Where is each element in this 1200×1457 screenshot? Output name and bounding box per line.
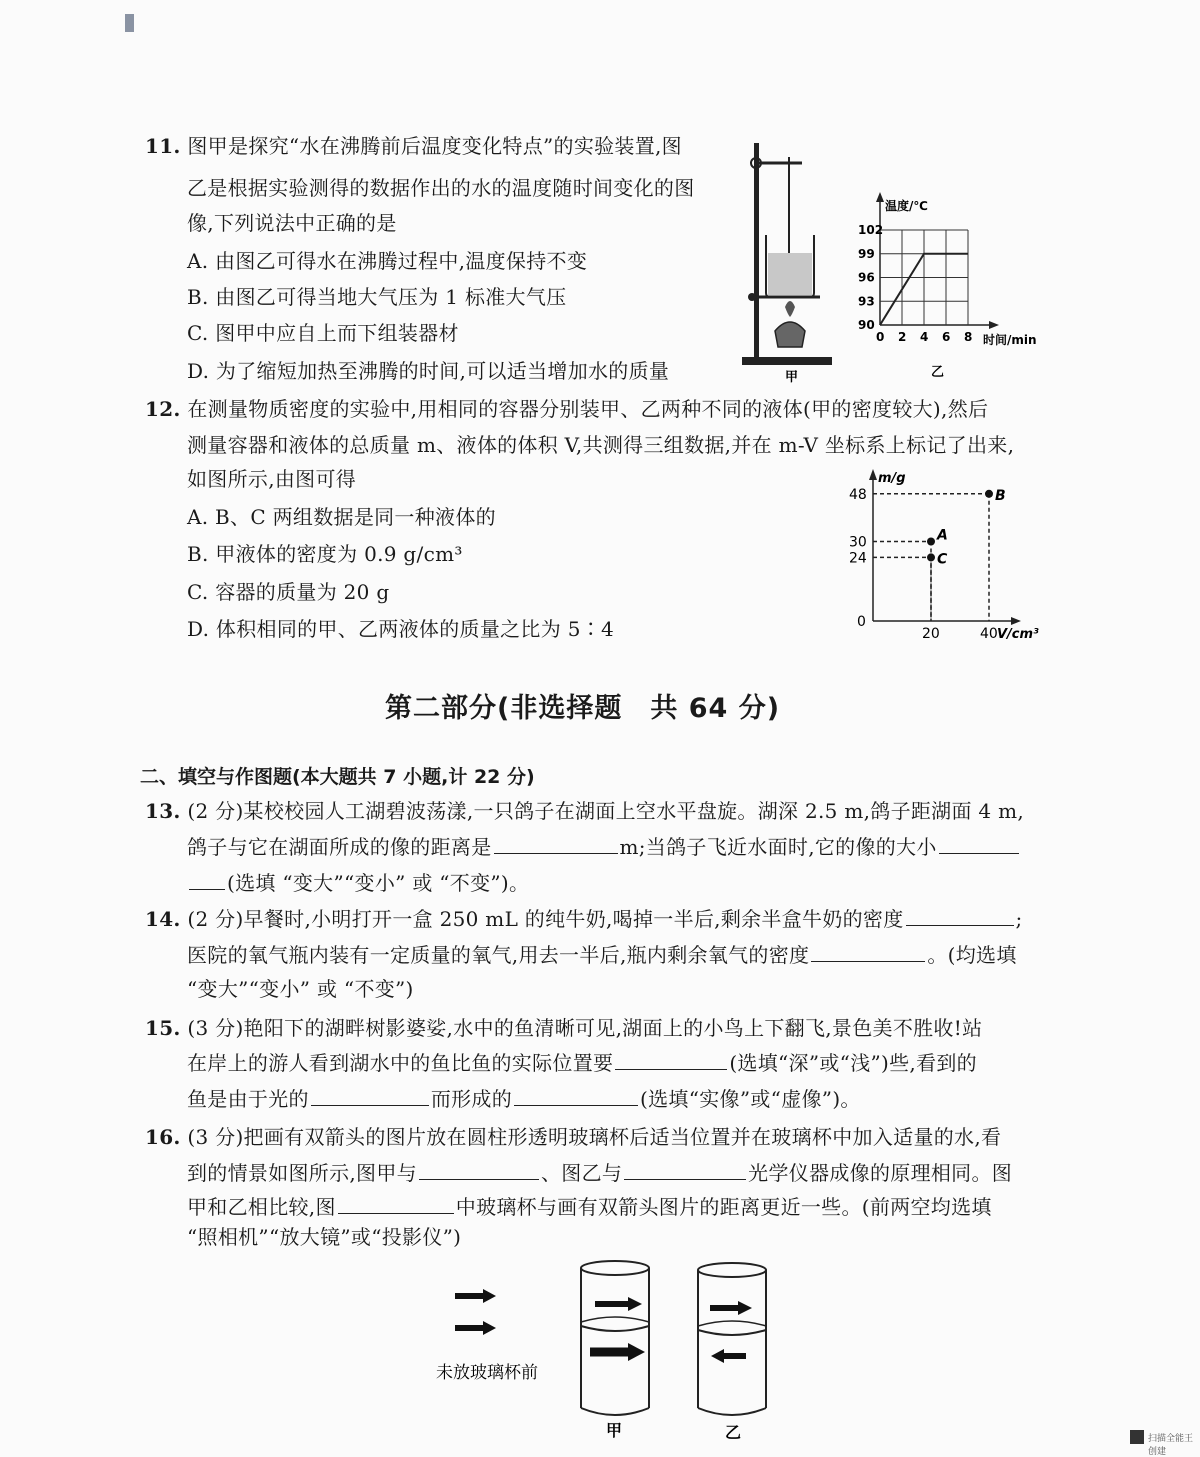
x-tick-label: 40 [980,626,998,642]
q15-blank3[interactable] [514,1087,638,1106]
q11-option-a: A. 由图乙可得水在沸腾过程中,温度保持不变 [187,249,588,273]
y-tick-label: 24 [849,550,867,567]
y-tick-label: 102 [858,223,884,237]
q12-mass-volume-chart [845,466,1055,646]
scanner-stamp: 扫描全能王 创建 [1148,1434,1194,1457]
water-surface [581,1326,649,1331]
q11-stem2: 乙是根据实验测得的数据作出的水的温度随时间变化的图 [187,176,695,200]
x-axis-label: V/cm³ [997,627,1039,642]
q16-text4: “照相机”“放大镜”或“投影仪”) [187,1225,462,1249]
q15-blank2[interactable] [311,1087,429,1106]
q15-text2b: (选填“深”或“浅”)些,看到的 [729,1051,977,1075]
x-tick-label: 0 [876,330,885,344]
q12-number: 12. [145,397,181,421]
flame [785,301,795,317]
q11-option-b: B. 由图乙可得当地大气压为 1 标准大气压 [187,285,567,309]
q14-number: 14. [145,907,181,931]
glass-yi [698,1263,766,1415]
q16-text3a: 甲和乙相比较,图 [187,1195,336,1219]
water-surface-back [581,1317,649,1322]
water [768,253,812,295]
y-axis-label: 温度/℃ [885,199,928,213]
q11-stem1: 图甲是探究“水在沸腾前后温度变化特点”的实验装置,图 [187,134,682,158]
q16-line3 [187,1194,992,1220]
q12-option-c: C. 容器的质量为 20 g [187,580,390,604]
y-tick-label: 48 [849,486,867,503]
q13-line3 [187,870,529,896]
ring-knob [748,293,756,301]
alcohol-lamp [775,322,805,347]
q11-apparatus-figure [730,135,840,385]
stand-rod [754,143,759,359]
q15-line3 [187,1086,861,1112]
q14-text2b: 。(均选填 [927,943,1017,967]
q12-stem3: 如图所示,由图可得 [187,467,357,491]
section2-title: 二、填空与作图题(本大题共 7 小题,计 22 分) [140,766,535,788]
q15-line1 [145,1015,982,1041]
q16-text2c: 光学仪器成像的原理相同。图 [748,1161,1013,1185]
q13-blank2[interactable] [939,835,1019,854]
q12-stem-line1 [145,396,988,422]
q14-blank2[interactable] [811,943,925,962]
q16-blank3[interactable] [338,1195,454,1214]
glass-rim [698,1263,766,1277]
y-tick-label: 99 [858,246,875,261]
q11-option-c: C. 图甲中应自上而下组装器材 [187,321,459,345]
fig-yi-label: 乙 [725,1423,742,1440]
q14-text1a: (2 分)早餐时,小明打开一盒 250 mL 的纯牛奶,喝掉一半后,剩余半盒牛奶的密度 [187,907,904,931]
tick-labels [858,223,972,344]
arrow-icon [628,1343,645,1361]
q13-blank2-cont[interactable] [189,871,225,890]
q13-line1 [145,798,1024,824]
q15-text1: (3 分)艳阳下的湖畔树影婆娑,水中的鱼清晰可见,湖面上的小鸟上下翻飞,景色美不胜收!站 [187,1016,983,1040]
before-arrows [455,1289,496,1335]
water-surface [698,1330,766,1335]
y-tick-label: 30 [849,534,867,551]
q14-text1b: ; [1015,907,1023,931]
q15-number: 15. [145,1016,181,1040]
q11-number: 11. [145,134,181,158]
point-label: C [937,551,948,568]
arrow-icon [483,1321,496,1335]
q12-option-d: D. 体积相同的甲、乙两液体的质量之比为 5∶4 [187,617,615,641]
glass-bottom [581,1408,649,1415]
q12-option-b: B. 甲液体的密度为 0.9 g/cm³ [187,542,463,566]
q16-blank1[interactable] [419,1161,539,1180]
q11-option-d: D. 为了缩短加热至沸腾的时间,可以适当增加水的质量 [187,359,670,383]
q16-text2a: 到的情景如图所示,图甲与 [187,1161,417,1185]
part2-title: 第二部分(非选择题 共 64 分) [385,693,781,724]
q14-line1 [145,906,1023,932]
q16-line2 [187,1160,1012,1186]
water-surface-back [698,1321,766,1326]
q15-line2 [187,1050,977,1076]
q16-text3b: 中玻璃杯与画有双箭头图片的距离更近一些。(前两空均选填 [455,1195,992,1219]
fig-jia-label: 甲 [606,1421,623,1440]
q14-line2 [187,942,1017,968]
q15-text3b: 而形成的 [430,1087,513,1111]
q14-text2a: 医院的氧气瓶内装有一定质量的氧气,用去一半后,瓶内剩余氧气的密度 [187,943,810,967]
point-label: A [937,527,948,544]
arrow-icon [711,1349,724,1363]
q16-text1: (3 分)把画有双箭头的图片放在圆柱形透明玻璃杯后适当位置并在玻璃杯中加入适量的水,看 [187,1125,1002,1149]
x-axis-arrow [989,321,999,329]
fig-yi-label: 乙 [931,365,945,380]
q13-text1: (2 分)某校校园人工湖碧波荡漾,一只鸽子在湖面上空水平盘旋。湖深 2.5 m,鸽子距湖面 4 m, [187,799,1025,823]
glass-jia [581,1261,649,1415]
q11-temperature-chart [845,190,1055,385]
q13-number: 13. [145,799,181,823]
data-point-C [927,553,935,561]
y-tick-label: 90 [858,318,875,332]
x-tick-label: 4 [920,330,929,344]
y-tick-label: 96 [858,270,875,285]
data-point-A [927,538,935,546]
x-tick-label: 2 [898,330,907,344]
q16-line1 [145,1124,1001,1150]
glass-bottom [698,1408,766,1415]
chart-grid [880,230,968,325]
arrow-icon [483,1289,496,1303]
q14-blank1[interactable] [906,907,1014,926]
q15-text2a: 在岸上的游人看到湖水中的鱼比鱼的实际位置要 [187,1051,614,1075]
q13-blank1[interactable] [494,835,618,854]
qr-icon [1130,1430,1144,1444]
y-axis-arrow [869,469,877,480]
x-tick-label: 20 [922,626,940,642]
point-label: B [995,487,1006,504]
q16-text2b: 、图乙与 [540,1161,623,1185]
q11-stem3: 像,下列说法中正确的是 [187,211,397,235]
fig-before-label: 未放玻璃杯前 [436,1363,538,1383]
q13-text3: (选填 “变大”“变小” 或 “不变”)。 [227,871,530,895]
q13-text2a: 鸽子与它在湖面所成的像的距离是 [187,835,492,859]
q12-option-a: A. B、C 两组数据是同一种液体的 [187,505,496,529]
q16-glass-figure [430,1258,790,1440]
y-axis-arrow [876,192,884,202]
y-axis-label: m/g [878,471,906,486]
q14-text3: “变大”“变小” 或 “不变”) [187,977,414,1001]
y-tick-label: 93 [858,294,875,309]
origin-label: 0 [857,614,866,630]
q12-stem2: 测量容器和液体的总质量 m、液体的体积 V,共测得三组数据,并在 m-V 坐标系上标记了出来, [187,433,1015,457]
glass-rim [581,1261,649,1275]
q13-text2b: m;当鸽子飞近水面时,它的像的大小 [619,835,937,859]
q15-blank1[interactable] [615,1051,727,1070]
scan-mark [125,14,134,32]
q15-text3a: 鱼是由于光的 [187,1087,309,1111]
x-tick-label: 8 [964,330,973,344]
x-tick-label: 6 [942,330,951,344]
x-axis-arrow [1011,617,1021,625]
q13-line2 [187,834,1021,860]
arrow-icon [628,1297,642,1311]
q11-stem-line1 [145,133,682,159]
q12-stem1: 在测量物质密度的实验中,用相同的容器分别装甲、乙两种不同的液体(甲的密度较大),然后 [187,397,989,421]
q16-number: 16. [145,1125,181,1149]
x-axis-label: 时间/min [983,333,1037,347]
fig-jia-label: 甲 [785,370,799,385]
q16-blank2[interactable] [624,1161,746,1180]
arrow-icon [738,1301,752,1315]
data-point-B [985,490,993,498]
q15-text3c: (选填“实像”或“虚像”)。 [640,1087,861,1111]
